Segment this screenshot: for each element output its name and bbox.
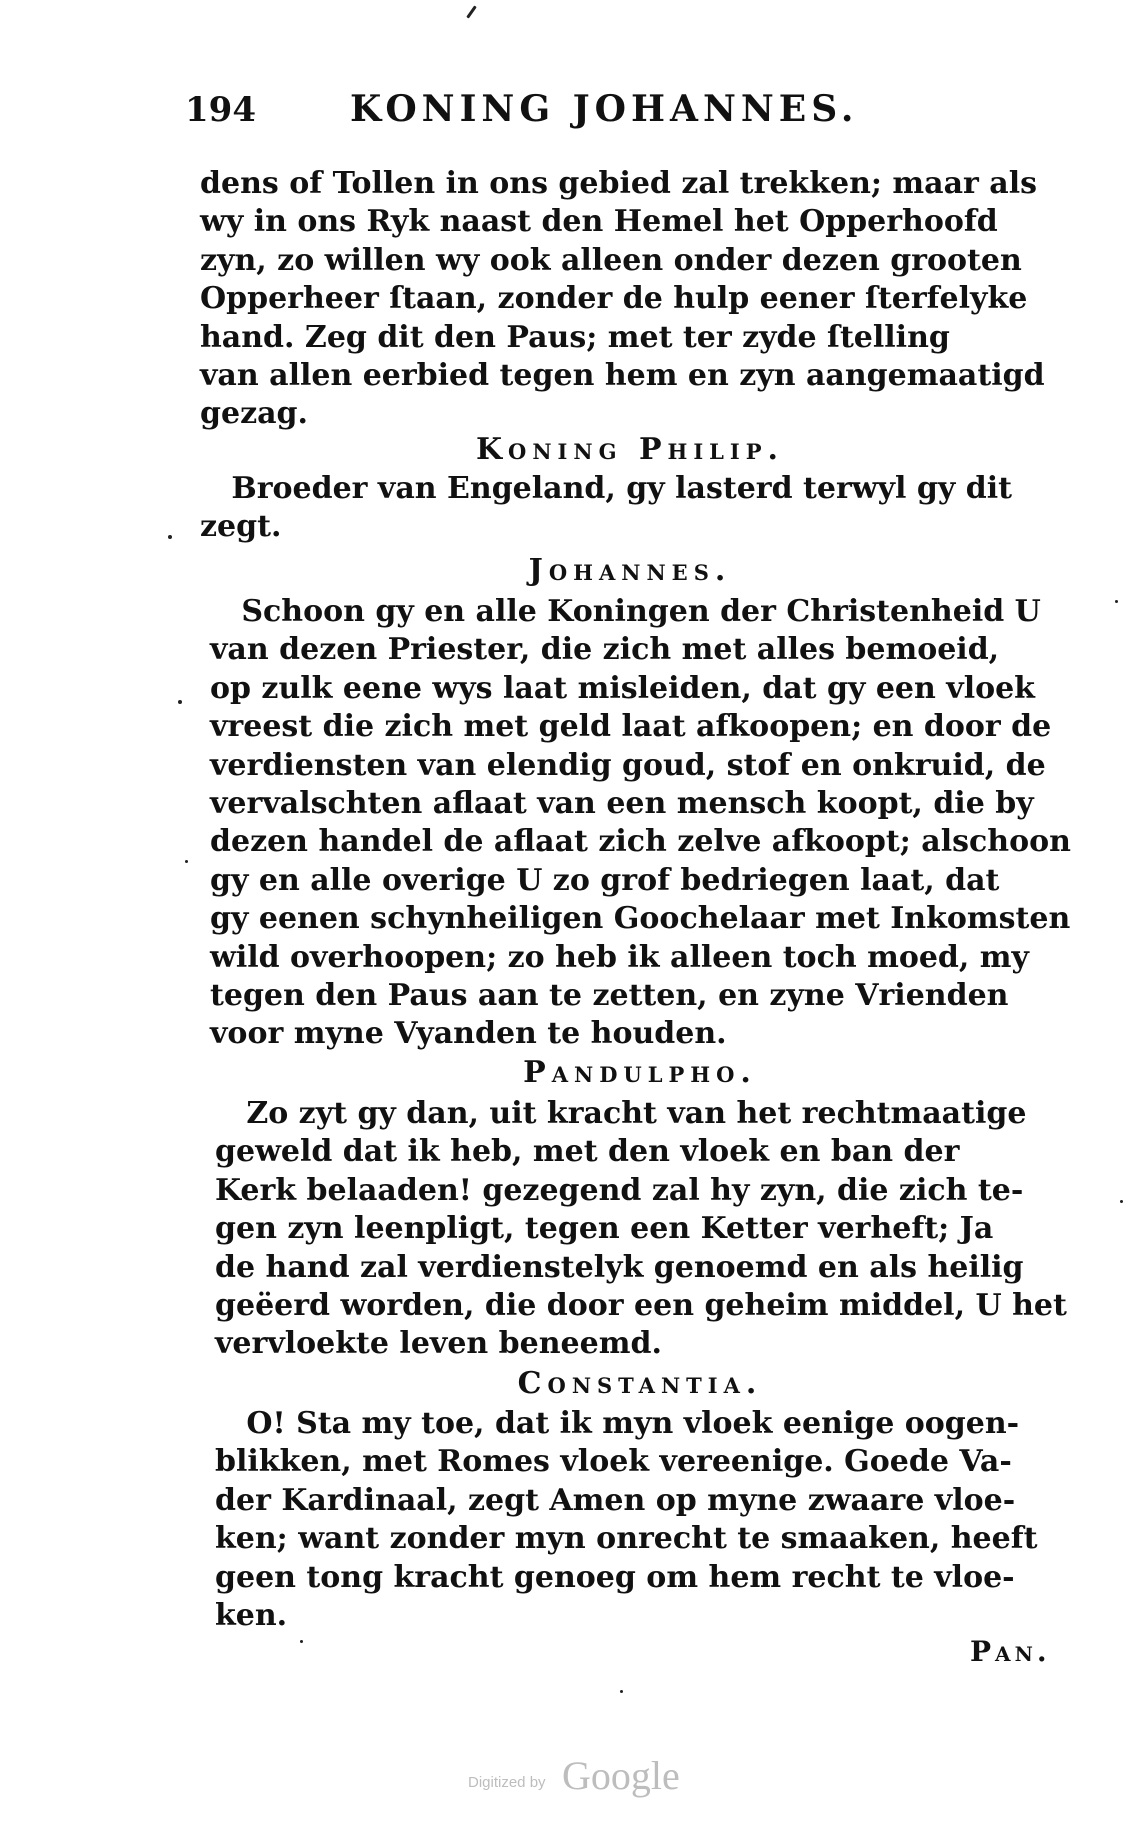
scan-speck [185, 860, 188, 863]
text-line: gezag. [200, 396, 308, 432]
speaker-heading-constantia: Constantia. [517, 1366, 763, 1401]
text-line: wy in ons Ryk naast den Hemel het Opperhoofd [200, 204, 998, 240]
text-line: dezen handel de aflaat zich zelve afkoopt; alschoon [210, 824, 1071, 860]
text-line: zyn, zo willen wy ook alleen onder dezen grooten [200, 242, 1022, 278]
speaker-heading-koning-philip: Koning Philip. [475, 432, 784, 467]
text-line: Zo zyt gy dan, uit kracht van het rechtmaatige [215, 1096, 1027, 1131]
scan-speck [620, 1690, 623, 1693]
scan-speck [300, 1640, 303, 1643]
text-line: Opperheer ſtaan, zonder de hulp eener ſterfelyke [200, 281, 1028, 317]
speaker-heading-johannes: Johannes. [528, 553, 732, 588]
text-line: geweld dat ik heb, met den vloek en ban der [215, 1134, 960, 1170]
text-block-philip [200, 470, 1060, 547]
text-line: wild overhoopen; zo heb ik alleen toch moed, my [210, 939, 1029, 975]
text-line: tegen den Paus aan te zetten, en zyne Vrienden [210, 977, 1009, 1013]
text-line: ken. [215, 1597, 288, 1633]
scan-speck [1120, 1200, 1123, 1203]
page-number: 194 [185, 90, 256, 130]
text-line: voor myne Vyanden te houden. [210, 1016, 727, 1052]
scan-speck [168, 535, 172, 539]
text-line: verdiensten van elendig goud, stof en onkruid, de [210, 747, 1046, 783]
text-line: gy en alle overige U zo grof bedriegen laat, dat [210, 862, 1000, 898]
running-head [185, 88, 1085, 140]
text-line: ken; want zonder myn onrecht te smaaken, heeft [215, 1521, 1038, 1557]
running-title: KONING JOHANNES. [350, 88, 859, 130]
text-line: gen zyn leenpligt, tegen een Ketter verheft; Ja [215, 1211, 994, 1247]
text-line: blikken, met Romes vloek vereenige. Goede Va- [215, 1444, 1012, 1480]
catchword: Pan. [970, 1635, 1051, 1668]
text-line: Schoon gy en alle Koningen der Christenheid U [210, 594, 1041, 629]
text-line: vreest die zich met geld laat afkoopen; en door de [210, 709, 1052, 745]
text-line: dens of Tollen in ons gebied zal trekken; maar als [200, 166, 1037, 201]
text-line: gy eenen schynheiligen Goochelaar met Inkomsten [210, 901, 1071, 937]
text-block-pandulpho [215, 1095, 1075, 1364]
text-line: vervalschten aflaat van een mensch koopt, die by [210, 785, 1034, 821]
scan-speck [1115, 600, 1118, 603]
text-line: van dezen Priester, die zich met alles bemoeid, [210, 632, 1000, 668]
text-line: de hand zal verdienstelyk genoemd en als heilig [215, 1249, 1024, 1285]
text-line: der Kardinaal, zegt Amen op myne zwaare vloe- [215, 1482, 1016, 1518]
text-block-constantia [215, 1405, 1075, 1635]
text-line: op zulk eene wys laat misleiden, dat gy een vloek [210, 670, 1035, 706]
text-line: O! Sta my toe, dat ik myn vloek eenige oogen- [215, 1406, 1020, 1441]
watermark-prefix: Digitized by [468, 1774, 546, 1791]
speaker-heading-pandulpho: Pandulpho. [523, 1055, 757, 1090]
text-line: zegt. [200, 509, 282, 545]
digitization-watermark [468, 1752, 708, 1802]
text-line: geëerd worden, die door een geheim middel, U het [215, 1287, 1067, 1323]
text-line: van allen eerbied tegen hem en zyn aangemaatigd [200, 357, 1045, 393]
text-line: geen tong kracht genoeg om hem recht te vloe- [215, 1559, 1015, 1595]
scan-speck [178, 700, 182, 704]
text-block-continuation [200, 165, 1060, 434]
watermark-brand: Google [562, 1753, 680, 1798]
text-line: Kerk belaaden! gezegend zal hy zyn, die zich te- [215, 1172, 1024, 1208]
text-block-johannes [210, 593, 1070, 1054]
text-line: Broeder van Engeland, gy lasterd terwyl gy dit [200, 471, 1012, 506]
text-line: hand. Zeg dit den Paus; met ter zyde ſtelling [200, 319, 950, 355]
text-line: vervloekte leven beneemd. [215, 1326, 662, 1362]
scan-speck [466, 5, 476, 18]
